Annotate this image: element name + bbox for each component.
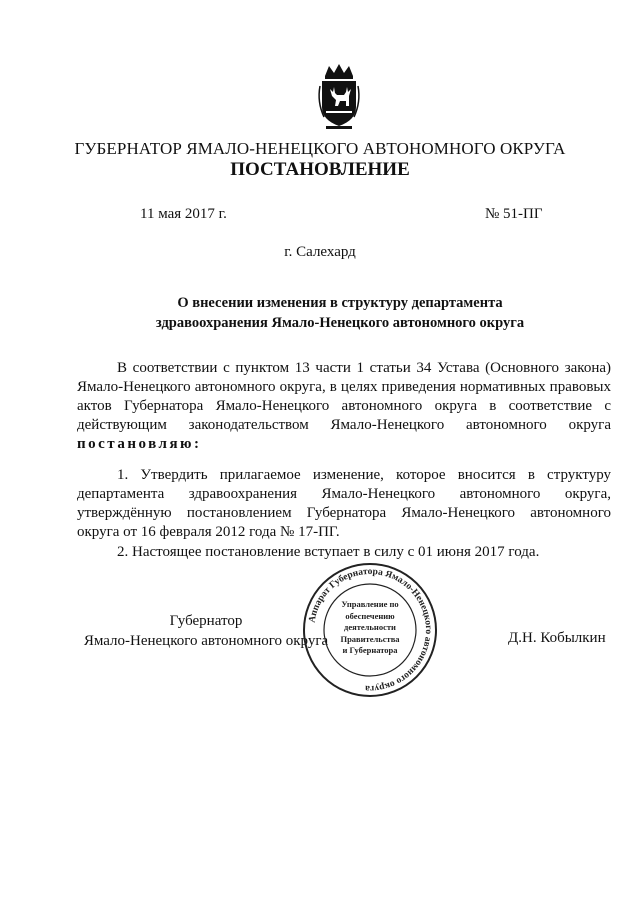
coat-of-arms-icon [316,62,362,132]
preamble-text: В соответствии с пунктом 13 части 1 статьи 34 Устава (Основного закона) Ямало-Ненецкого автономного округа, в целях приведения нормативных правовых актов Губернатора Ямало-Ненецкого автономного округа в соответствие с действующим законодательством Ямало-Ненецкого автономного округа [77,360,611,433]
signatory-title-line-1: Губернатор [169,613,243,629]
subject-line-1: О внесении изменения в структуру департамента [177,295,503,311]
resolve-word: постановляю: [77,436,202,452]
document-subject [110,293,570,333]
signatory-title [77,611,335,651]
signatory-title-line-2: Ямало-Ненецкого автономного округа [83,633,329,649]
seal-ring-text: Аппарат Губернатора Ямало-Ненецкого автономного округа [307,566,434,694]
seal-inner-text [330,599,410,657]
signatory-name: Д.Н. Кобылкин [508,630,606,646]
resolution-item-1: 1. Утвердить прилагаемое изменение, которое вносится в структуру департамента здравоохранения Ямало-Ненецкого автономного округа, утверждённую постановлением Губернатора Ямало-Ненецкого автономного округа от 16 февраля 2012 года № 17-ПГ. [77,467,611,540]
document-city: г. Салехард [284,244,356,260]
seal-line-3: деятельности [344,622,396,632]
seal-line-1: Управление по [341,599,399,609]
seal-line-5: и Губернатора [342,645,398,655]
document-number: № 51-ПГ [485,206,543,222]
seal-line-2: обеспечению [345,610,395,621]
preamble-paragraph [77,359,611,454]
seal-line-4: Правительства [340,633,400,644]
resolution-item-2: 2. Настоящее постановление вступает в силу с 01 июня 2017 года. [117,544,540,560]
document-type: ПОСТАНОВЛЕНИЕ [230,159,410,180]
subject-line-2: здравоохранения Ямало-Ненецкого автономного округа [155,315,525,331]
issuing-authority: ГУБЕРНАТОР ЯМАЛО-НЕНЕЦКОГО АВТОНОМНОГО ОКРУГА [74,139,566,158]
document-date: 11 мая 2017 г. [140,206,227,222]
